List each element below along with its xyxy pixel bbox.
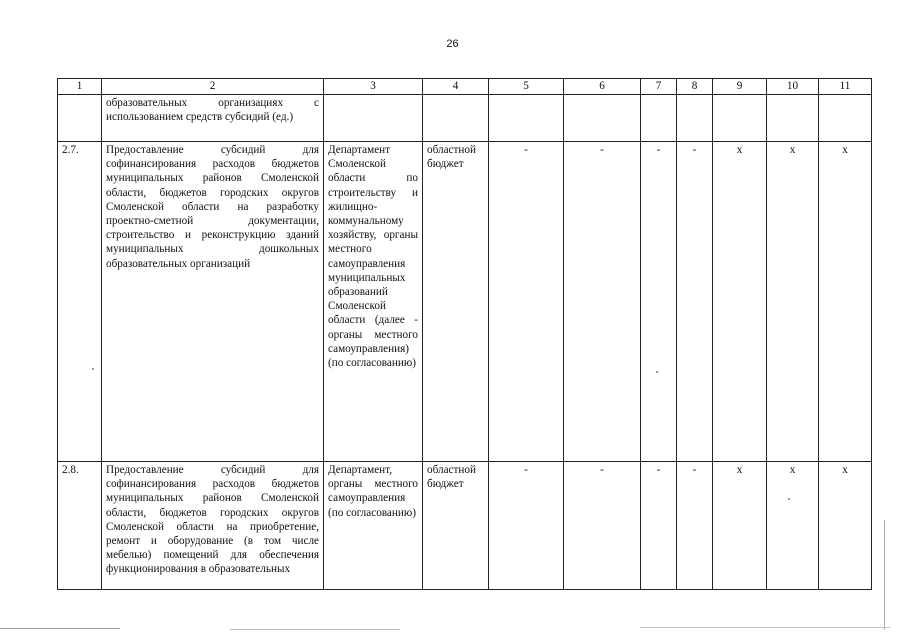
- cell-c8: -: [677, 142, 713, 462]
- cell-description: Предоставление субсидий для софинансирования расходов бюджетов муниципальных районов Смоленской области, бюджетов городских округов Смоленской области на разработку проектно-сметной документации, строительство и реконструкцию зданий муниципальных дошкольных образовательных организаций: [102, 142, 324, 462]
- cell-c5: -: [489, 142, 564, 462]
- cell-c11: х: [819, 142, 872, 462]
- scan-artifact-dot: [656, 371, 658, 373]
- cell-num: [58, 95, 102, 142]
- col-header-10: 10: [767, 79, 819, 95]
- cell-c6: -: [564, 142, 641, 462]
- cell-executor: Департамент, органы местного самоуправления (по согласованию): [324, 462, 423, 590]
- col-header-11: 11: [819, 79, 872, 95]
- table-row-continuation: [58, 95, 872, 142]
- cell-c7: -: [641, 462, 677, 590]
- scan-artifact-dot: [92, 368, 94, 370]
- cell-c9: [713, 95, 767, 142]
- cell-c8: [677, 95, 713, 142]
- scan-artifact-line: [0, 628, 120, 629]
- cell-executor: Департамент Смоленской области по строительству и жилищно-коммунальному хозяйству, органы местного самоуправления муниципальных образований Смоленской области (далее - органы местного самоуправления) (по согласованию): [324, 142, 423, 462]
- program-activities-table: [57, 78, 872, 590]
- cell-description: Предоставление субсидий для софинансирования расходов бюджетов муниципальных районов Смоленской области, бюджетов городских округов Смоленской области на приобретение, ремонт и оборудование (в том числе мебелью) помещений для обеспечения функционирования в образовательных: [102, 462, 324, 590]
- cell-c6: [564, 95, 641, 142]
- cell-c7: [641, 95, 677, 142]
- col-header-9: 9: [713, 79, 767, 95]
- cell-c11: [819, 95, 872, 142]
- col-header-8: 8: [677, 79, 713, 95]
- cell-c10: х: [767, 142, 819, 462]
- scan-artifact-dot: [788, 498, 790, 500]
- table-row-2-8: [58, 462, 872, 590]
- cell-c10: х: [767, 462, 819, 590]
- cell-c10: [767, 95, 819, 142]
- cell-c6: -: [564, 462, 641, 590]
- page-number: 26: [446, 38, 459, 50]
- table-row-2-7: [58, 142, 872, 462]
- scan-artifact-line: [230, 629, 400, 630]
- cell-c5: [489, 95, 564, 142]
- cell-num: 2.7.: [58, 142, 102, 462]
- col-header-5: 5: [489, 79, 564, 95]
- cell-source: областной бюджет: [423, 142, 489, 462]
- column-number-row: [58, 79, 872, 95]
- col-header-1: 1: [58, 79, 102, 95]
- cell-c7: -: [641, 142, 677, 462]
- col-header-4: 4: [423, 79, 489, 95]
- col-header-3: 3: [324, 79, 423, 95]
- cell-c9: х: [713, 462, 767, 590]
- cell-source: областной бюджет: [423, 462, 489, 590]
- cell-c11: х: [819, 462, 872, 590]
- scan-artifact-vertical: [884, 520, 885, 630]
- scan-artifact-line: [640, 627, 890, 628]
- cell-description: образовательных организациях с использованием средств субсидий (ед.): [102, 95, 324, 142]
- cell-c9: х: [713, 142, 767, 462]
- col-header-2: 2: [102, 79, 324, 95]
- cell-executor: [324, 95, 423, 142]
- cell-source: [423, 95, 489, 142]
- cell-c8: -: [677, 462, 713, 590]
- cell-num: 2.8.: [58, 462, 102, 590]
- col-header-7: 7: [641, 79, 677, 95]
- cell-c5: -: [489, 462, 564, 590]
- col-header-6: 6: [564, 79, 641, 95]
